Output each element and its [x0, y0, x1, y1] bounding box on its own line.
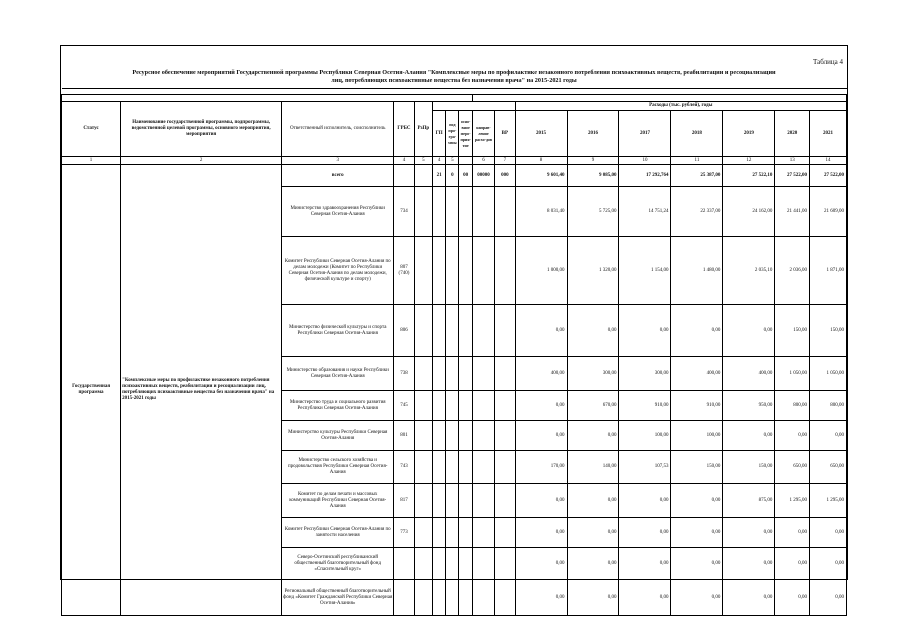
- col-num: 3: [282, 157, 394, 165]
- code-cell: [459, 305, 472, 357]
- value-cell: 670,00: [567, 391, 619, 421]
- code-cell: [459, 518, 472, 548]
- resource-table: [61, 88, 847, 616]
- code-cell: 000: [495, 165, 515, 187]
- code-cell: [432, 518, 445, 548]
- rzpr-cell: [414, 165, 432, 187]
- code-cell: [472, 484, 494, 518]
- value-cell: 25 387,00: [671, 165, 723, 187]
- rzpr-cell: [414, 518, 432, 548]
- rzpr-cell: [414, 391, 432, 421]
- code-cell: [446, 518, 459, 548]
- grbs-cell: 773: [394, 518, 414, 548]
- value-cell: 0,00: [775, 518, 810, 548]
- grbs-cell: 817: [394, 484, 414, 518]
- col-num: 2: [121, 157, 282, 165]
- header-executor: Ответственный исполнитель, соисполнитель: [282, 102, 394, 157]
- col-num: 13: [775, 157, 810, 165]
- header-rzpr: РзПр: [414, 102, 432, 157]
- value-cell: 1 295,00: [810, 484, 847, 518]
- header-year-2019: 2019: [723, 111, 775, 157]
- value-cell: 0,00: [567, 305, 619, 357]
- header-name: Наименование государственной программы, подпрограммы, ведомственной целевой программы, основного мероприятия, мероприятия: [121, 102, 282, 157]
- table-title: [63, 69, 845, 85]
- value-cell: 170,00: [515, 451, 567, 484]
- value-cell: 910,00: [671, 391, 723, 421]
- code-cell: [472, 391, 494, 421]
- code-cell: [495, 187, 515, 237]
- rzpr-cell: [414, 237, 432, 305]
- value-cell: 0,00: [515, 421, 567, 451]
- value-cell: 140,00: [567, 451, 619, 484]
- code-cell: [459, 548, 472, 580]
- value-cell: 1 050,00: [810, 357, 847, 391]
- header-year-2015: 2015: [515, 111, 567, 157]
- code-cell: [459, 187, 472, 237]
- col-num: 4: [394, 157, 414, 165]
- code-cell: [495, 237, 515, 305]
- value-cell: 107,53: [619, 451, 671, 484]
- code-cell: [459, 580, 472, 616]
- value-cell: 27 522,00: [775, 165, 810, 187]
- code-cell: [459, 484, 472, 518]
- header-gp: ГП: [432, 111, 445, 157]
- code-cell: [432, 451, 445, 484]
- value-cell: 100,00: [671, 421, 723, 451]
- rzpr-cell: [414, 580, 432, 616]
- value-cell: 0,00: [723, 580, 775, 616]
- value-cell: 1 871,00: [810, 237, 847, 305]
- value-cell: 8 031,40: [515, 187, 567, 237]
- code-cell: [446, 237, 459, 305]
- title-line-1: Ресурсное обеспечение мероприятий Государственной программы Республики Северная Осетия-Алания "Комплексные меры по профилактике незаконного потребления психоактивных веществ, реабилитации и ресоциализации: [132, 69, 776, 76]
- rzpr-cell: [414, 421, 432, 451]
- value-cell: 150,00: [723, 451, 775, 484]
- table-number: Таблица 4: [813, 58, 843, 66]
- value-cell: 0,00: [723, 421, 775, 451]
- code-cell: [446, 187, 459, 237]
- executor-cell: Министерство физической культуры и спорта Республики Северная Осетия-Алания: [282, 305, 394, 357]
- value-cell: 0,00: [671, 305, 723, 357]
- code-cell: [495, 391, 515, 421]
- grbs-cell: 801: [394, 421, 414, 451]
- grbs-cell: 738: [394, 357, 414, 391]
- code-cell: [459, 421, 472, 451]
- col-num: 4: [432, 157, 445, 165]
- code-cell: [432, 484, 445, 518]
- executor-cell: Комитет по делам печати и массовых коммуникаций Республики Северная Осетия-Алания: [282, 484, 394, 518]
- grbs-cell: 807 (740): [394, 237, 414, 305]
- code-cell: [446, 548, 459, 580]
- value-cell: 0,00: [619, 518, 671, 548]
- col-num: 11: [671, 157, 723, 165]
- value-cell: 2 035,10: [723, 237, 775, 305]
- value-cell: 650,00: [810, 451, 847, 484]
- value-cell: 0,00: [567, 548, 619, 580]
- value-cell: 1 000,00: [515, 237, 567, 305]
- col-num: 10: [619, 157, 671, 165]
- value-cell: 0,00: [671, 518, 723, 548]
- code-cell: [472, 237, 494, 305]
- value-cell: 150,00: [810, 305, 847, 357]
- program-name: "Комплексные меры по профилактике незаконного потребления психоактивных веществ, реабилитации и ресоциализации лиц, потребляющих психоактивные вещества без назначения врача" на 2015-2021 годы: [121, 165, 282, 616]
- code-cell: [432, 305, 445, 357]
- value-cell: 650,00: [775, 451, 810, 484]
- rzpr-cell: [414, 187, 432, 237]
- value-cell: 21 441,00: [775, 187, 810, 237]
- value-cell: 800,00: [775, 391, 810, 421]
- rzpr-cell: [414, 357, 432, 391]
- value-cell: 300,00: [619, 357, 671, 391]
- code-cell: [472, 548, 494, 580]
- value-cell: 0,00: [567, 518, 619, 548]
- code-cell: [432, 391, 445, 421]
- header-year-2018: 2018: [671, 111, 723, 157]
- program-status: Государственная программа: [62, 165, 121, 616]
- grbs-cell: 745: [394, 391, 414, 421]
- code-cell: [446, 421, 459, 451]
- value-cell: 0,00: [671, 580, 723, 616]
- value-cell: 9 601,40: [515, 165, 567, 187]
- value-cell: 9 085,00: [567, 165, 619, 187]
- header-year-2017: 2017: [619, 111, 671, 157]
- header-status: Статус: [62, 102, 121, 157]
- value-cell: 0,00: [515, 305, 567, 357]
- code-cell: [495, 357, 515, 391]
- executor-cell: Министерство здравоохранения Республики Северная Осетия-Алания: [282, 187, 394, 237]
- code-cell: [495, 548, 515, 580]
- code-cell: [459, 451, 472, 484]
- col-num: 5: [414, 157, 432, 165]
- code-cell: [432, 237, 445, 305]
- code-cell: [446, 580, 459, 616]
- executor-cell: Комитет Республики Северная Осетия-Алания по занятости населения: [282, 518, 394, 548]
- code-cell: [472, 451, 494, 484]
- executor-cell: Северо-Осетинский республиканский общественный благотворительный фонд «Спасительный круг»: [282, 548, 394, 580]
- value-cell: 0,00: [723, 518, 775, 548]
- value-cell: 2 036,00: [775, 237, 810, 305]
- value-cell: 0,00: [619, 305, 671, 357]
- table-row: [62, 165, 847, 187]
- code-cell: [432, 421, 445, 451]
- code-cell: [432, 187, 445, 237]
- header-year-2020: 2020: [775, 111, 810, 157]
- grbs-cell: [394, 548, 414, 580]
- code-cell: 0: [446, 165, 459, 187]
- value-cell: 0,00: [775, 548, 810, 580]
- code-cell: [472, 187, 494, 237]
- code-cell: [472, 357, 494, 391]
- value-cell: 0,00: [810, 518, 847, 548]
- executor-cell: Региональный общественный благотворительный фонд «Комитет Гражданской Республики Северная Осетия-Алания»: [282, 580, 394, 616]
- col-num: 7: [495, 157, 515, 165]
- grbs-cell: 743: [394, 451, 414, 484]
- document-frame: [60, 45, 848, 606]
- value-cell: 1 154,00: [619, 237, 671, 305]
- code-cell: [472, 580, 494, 616]
- value-cell: 950,00: [723, 391, 775, 421]
- code-cell: [446, 391, 459, 421]
- value-cell: 400,00: [723, 357, 775, 391]
- code-cell: [459, 357, 472, 391]
- code-cell: [472, 421, 494, 451]
- header-row-expenses: [62, 102, 847, 111]
- code-cell: [432, 580, 445, 616]
- value-cell: 0,00: [810, 580, 847, 616]
- value-cell: 150,00: [775, 305, 810, 357]
- rzpr-cell: [414, 484, 432, 518]
- code-cell: [495, 484, 515, 518]
- grbs-cell: 806: [394, 305, 414, 357]
- value-cell: 0,00: [723, 305, 775, 357]
- code-cell: [472, 518, 494, 548]
- code-cell: [446, 451, 459, 484]
- value-cell: 0,00: [567, 580, 619, 616]
- value-cell: 0,00: [515, 484, 567, 518]
- col-num: 5: [446, 157, 459, 165]
- code-cell: [432, 548, 445, 580]
- code-cell: [432, 357, 445, 391]
- value-cell: 1 295,00: [775, 484, 810, 518]
- rzpr-cell: [414, 548, 432, 580]
- value-cell: 5 725,00: [567, 187, 619, 237]
- value-cell: 0,00: [619, 548, 671, 580]
- value-cell: 0,00: [723, 548, 775, 580]
- rzpr-cell: [414, 305, 432, 357]
- code-cell: [495, 305, 515, 357]
- header-mainmeasure: осно-вное меро-прия-тие: [459, 111, 472, 157]
- value-cell: 300,00: [567, 357, 619, 391]
- code-cell: [495, 518, 515, 548]
- value-cell: 875,00: [723, 484, 775, 518]
- value-cell: 0,00: [515, 580, 567, 616]
- executor-cell: Министерство сельского хозяйства и продовольствия Республики Северная Осетия-Алания: [282, 451, 394, 484]
- header-row-top: [62, 95, 847, 102]
- header-direction: направ-ление расхо-дов: [472, 111, 494, 157]
- value-cell: 0,00: [775, 580, 810, 616]
- value-cell: 0,00: [567, 421, 619, 451]
- code-cell: [446, 357, 459, 391]
- code-cell: [446, 305, 459, 357]
- col-num: 6: [472, 157, 494, 165]
- value-cell: 400,00: [671, 357, 723, 391]
- col-num: 1: [62, 157, 121, 165]
- header-subprog: под про-гра-ммы: [446, 111, 459, 157]
- code-cell: 21: [432, 165, 445, 187]
- col-num: 12: [723, 157, 775, 165]
- value-cell: 100,00: [619, 421, 671, 451]
- executor-cell: всего: [282, 165, 394, 187]
- value-cell: 14 751,24: [619, 187, 671, 237]
- value-cell: 1 050,00: [775, 357, 810, 391]
- code-cell: [459, 237, 472, 305]
- header-year-2016: 2016: [567, 111, 619, 157]
- value-cell: 0,00: [810, 548, 847, 580]
- value-cell: 24 162,00: [723, 187, 775, 237]
- value-cell: 1 480,00: [671, 237, 723, 305]
- executor-cell: Министерство образования и науки Республики Северная Осетия-Алания: [282, 357, 394, 391]
- value-cell: 0,00: [671, 484, 723, 518]
- col-num: 8: [515, 157, 567, 165]
- code-cell: [495, 421, 515, 451]
- executor-cell: Комитет Республики Северная Осетия-Алания по делам молодежи (Комитет по Республики Северная Осетия-Алания по делам молодежи, физической культуре и спорту): [282, 237, 394, 305]
- title-line-2: лиц, потребляющих психоактивные вещества без назначения врача" на 2015-2021 годы: [331, 77, 577, 84]
- code-cell: 00: [459, 165, 472, 187]
- value-cell: 400,00: [515, 357, 567, 391]
- value-cell: 0,00: [619, 484, 671, 518]
- value-cell: 0,00: [775, 421, 810, 451]
- value-cell: 17 292,764: [619, 165, 671, 187]
- value-cell: 0,00: [619, 580, 671, 616]
- value-cell: 0,00: [567, 484, 619, 518]
- grbs-cell: [394, 165, 414, 187]
- value-cell: 150,00: [671, 451, 723, 484]
- grbs-cell: 734: [394, 187, 414, 237]
- col-num: [459, 157, 472, 165]
- executor-cell: Министерство культуры Республики Северная Осетия-Алания: [282, 421, 394, 451]
- rzpr-cell: [414, 451, 432, 484]
- value-cell: 27 522,00: [810, 165, 847, 187]
- code-cell: [459, 391, 472, 421]
- value-cell: 0,00: [810, 421, 847, 451]
- code-cell: [495, 580, 515, 616]
- table-body: [62, 165, 847, 616]
- value-cell: 21 609,00: [810, 187, 847, 237]
- value-cell: 22 337,00: [671, 187, 723, 237]
- grbs-cell: [394, 580, 414, 616]
- value-cell: 0,00: [515, 391, 567, 421]
- header-year-2021: 2021: [810, 111, 847, 157]
- header-grbs: ГРБС: [394, 102, 414, 157]
- col-num: 14: [810, 157, 847, 165]
- code-cell: [472, 305, 494, 357]
- value-cell: 27 522,10: [723, 165, 775, 187]
- header-expenses: Расходы (тыс. рублей), годы: [515, 102, 846, 111]
- code-cell: 00000: [472, 165, 494, 187]
- value-cell: 0,00: [671, 548, 723, 580]
- code-cell: [495, 451, 515, 484]
- executor-cell: Министерство труда и социального развития Республики Северная Осетия-Алания: [282, 391, 394, 421]
- value-cell: 0,00: [515, 548, 567, 580]
- header-vr: ВР: [495, 111, 515, 157]
- value-cell: 800,00: [810, 391, 847, 421]
- value-cell: 910,00: [619, 391, 671, 421]
- code-cell: [446, 484, 459, 518]
- column-number-row: [62, 157, 847, 165]
- value-cell: 0,00: [515, 518, 567, 548]
- col-num: 9: [567, 157, 619, 165]
- value-cell: 1 320,00: [567, 237, 619, 305]
